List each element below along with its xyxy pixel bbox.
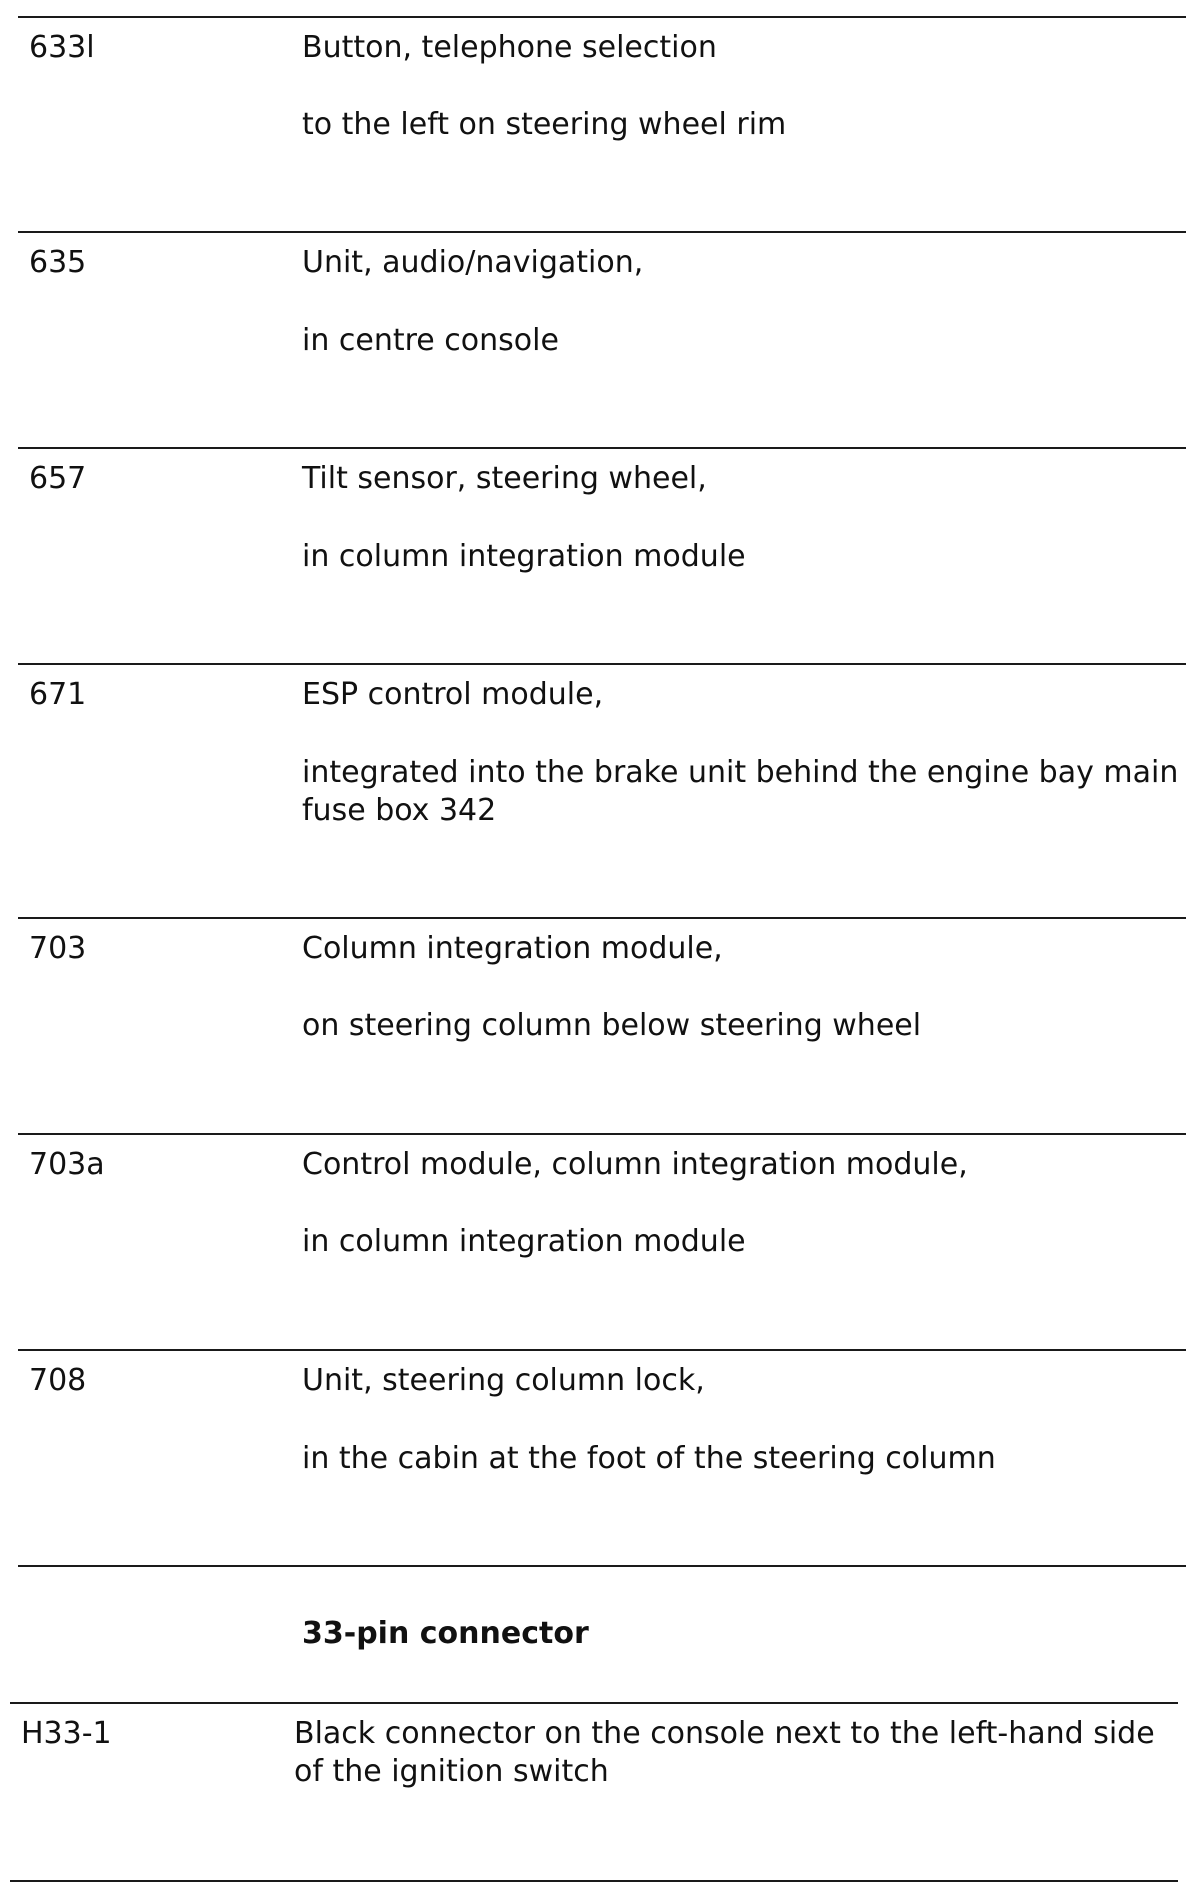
component-location: to the left on steering wheel rim [302,107,787,142]
component-location: in centre console [302,323,559,358]
connector-description: Black connector on the console next to the left-hand side of the ignition switch [294,1716,1155,1789]
component-title: Column integration module, [302,931,723,966]
row-divider [18,447,1186,449]
row-divider [18,1349,1186,1351]
row-divider [18,231,1186,233]
row-divider [18,663,1186,665]
row-divider [10,1702,1178,1704]
component-code: 708 [29,1363,87,1398]
component-title: Unit, steering column lock, [302,1363,705,1398]
component-location: on steering column below steering wheel [302,1008,922,1043]
component-code: 671 [29,677,87,712]
component-location: in the cabin at the foot of the steering column [302,1441,996,1476]
row-divider [18,1565,1186,1567]
component-code: 657 [29,461,87,496]
component-location: in column integration module [302,1224,746,1259]
row-divider [18,917,1186,919]
component-title: Control module, column integration module, [302,1147,968,1182]
component-title: Button, telephone selection [302,30,717,65]
row-divider [18,16,1186,18]
component-title: Tilt sensor, steering wheel, [302,461,707,496]
row-divider [10,1880,1178,1882]
connector-section-heading: 33-pin connector [302,1616,589,1651]
component-code: 703a [29,1147,105,1182]
connector-code: H33-1 [21,1716,112,1751]
component-title: Unit, audio/navigation, [302,245,644,280]
component-title: ESP control module, [302,677,604,712]
component-code: 633l [29,30,95,65]
component-location: integrated into the brake unit behind the engine bay main fuse box 342 [302,755,1179,828]
component-code: 703 [29,931,87,966]
component-location: in column integration module [302,539,746,574]
component-code: 635 [29,245,87,280]
row-divider [18,1133,1186,1135]
